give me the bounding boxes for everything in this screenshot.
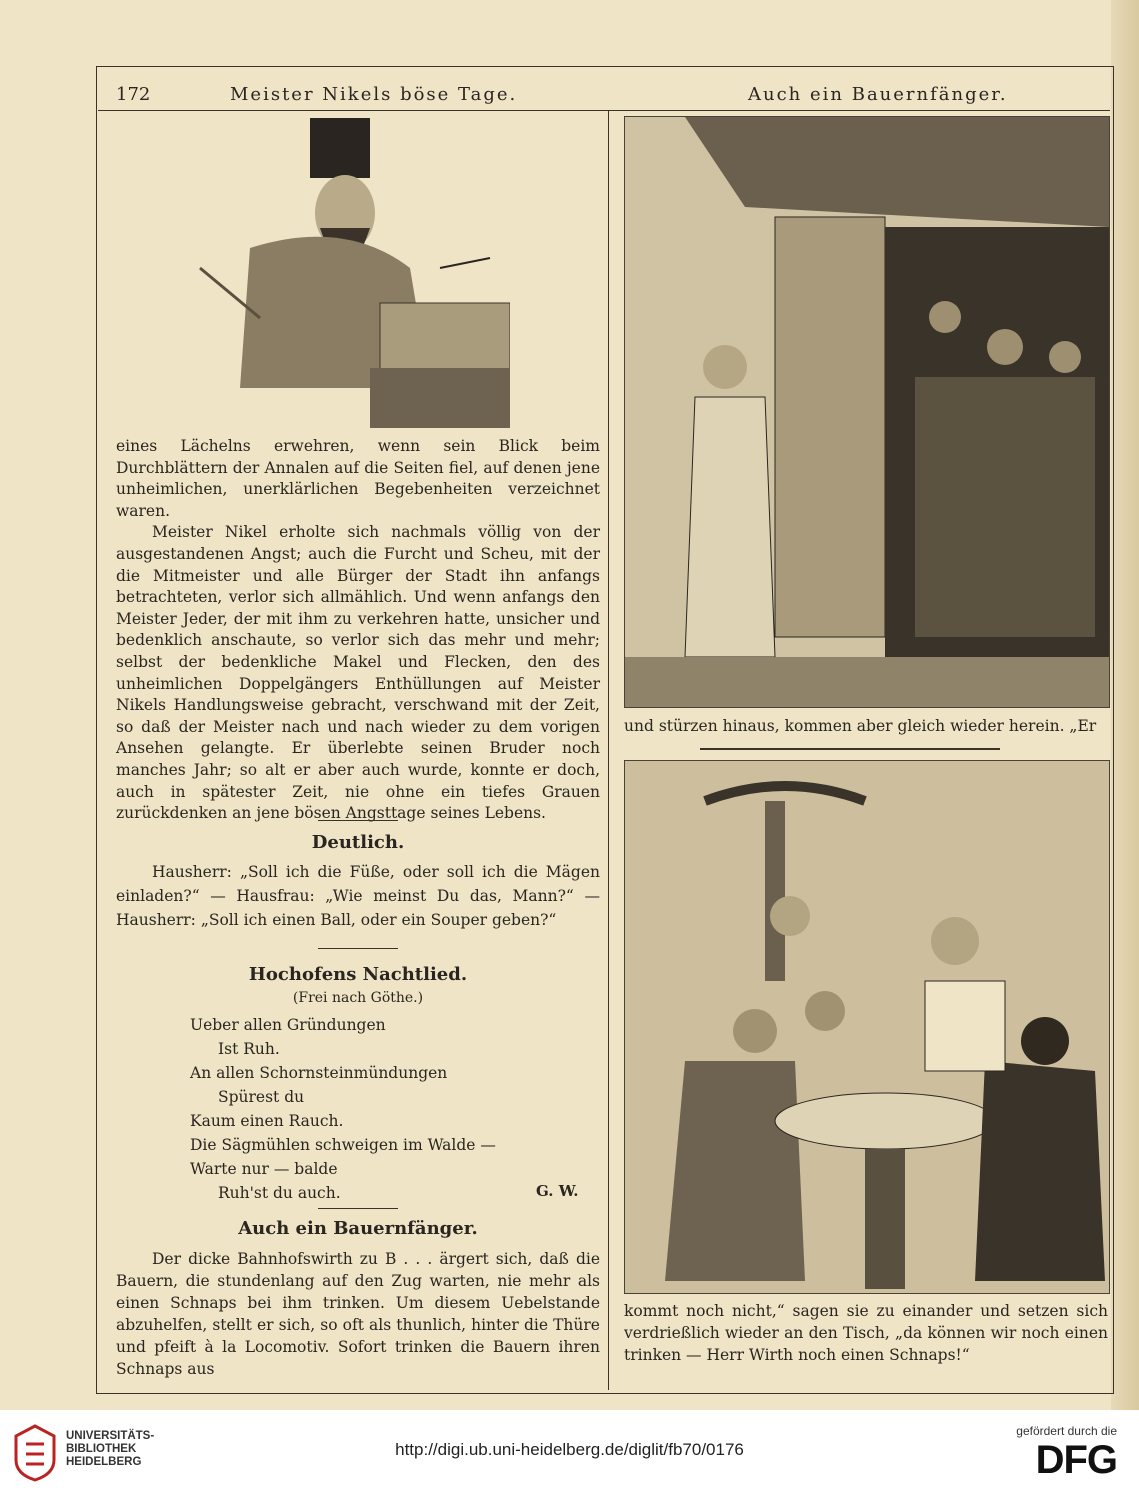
poem-line: Ist Ruh. — [218, 1040, 280, 1058]
illustration-scribe — [180, 118, 510, 434]
library-line: HEIDELBERG — [66, 1456, 142, 1468]
dfg-logo: DFG — [1035, 1438, 1117, 1482]
page-edge — [1111, 0, 1139, 1410]
poem-line: An allen Schornsteinmündungen — [190, 1064, 448, 1082]
bauernfaenger-text — [116, 1248, 600, 1380]
section-rule — [318, 1208, 398, 1209]
section-rule — [318, 820, 398, 821]
poem-line: Die Sägmühlen schweigen im Walde — — [190, 1136, 496, 1154]
heading-poem: Hochofens Nachtlied. — [248, 964, 468, 985]
paragraph: Der dicke Bahnhofswirth zu B . . . ärgert sich, daß die Bauern, die stundenlang auf den Zug warten, nie mehr als einen Schnaps bei ihm trinken. Um diesem Uebelstande abzuhelfen, stellt er sich, so oft als thunlich, hinter die Thüre und pfeift à la Locomotiv. Sofort trinken die Bauern ihren Schnaps aus — [116, 1250, 600, 1378]
poem — [190, 1013, 496, 1205]
funding-label: gefördert durch die — [1016, 1424, 1117, 1438]
caption-bottom: kommt noch nicht,“ sagen sie zu einander und setzen sich verdrießlich wieder an den Tisch, „da können wir noch einen trinken — Herr Wirth noch einen Schnaps!“ — [624, 1302, 1108, 1364]
paragraph: Hausherr: „Soll ich die Füße, oder soll ich die Mägen einladen?“ — Hausfrau: „Wie meinst Du das, Mann?“ — Hausherr: „Soll ich einen Ball, oder ein Souper geben?“ — [116, 863, 600, 929]
illustration-tavern-scene — [624, 760, 1110, 1294]
heading-bauernfaenger: Auch ein Bauernfänger. — [238, 1218, 478, 1239]
poem-signature: G. W. — [536, 1182, 579, 1200]
page-number: 172 — [116, 84, 151, 105]
tavern-scene-engraving — [625, 761, 1109, 1293]
poem-line: Ruh'st du auch. — [218, 1184, 341, 1202]
running-title-left: Meister Nikels böse Tage. — [230, 84, 518, 105]
poem-subtitle: (Frei nach Göthe.) — [292, 990, 424, 1006]
illustration-door-scene — [624, 116, 1110, 708]
library-line: UNIVERSITÄTS- — [66, 1430, 155, 1442]
poem-line: Warte nur — balde — [190, 1160, 338, 1178]
deutlich-text — [116, 860, 600, 932]
left-column-text — [116, 436, 600, 825]
library-line: BIBLIOTHEK — [66, 1443, 137, 1455]
running-title-right: Auch ein Bauernfänger. — [748, 84, 1008, 105]
header-rule — [98, 110, 1110, 111]
column-divider — [608, 110, 609, 1390]
poem-line: Ueber allen Gründungen — [190, 1016, 386, 1034]
door-scene-engraving — [625, 117, 1109, 707]
source-url-link[interactable]: http://digi.ub.uni-heidelberg.de/diglit/fb70/0176 — [395, 1440, 744, 1459]
section-rule — [318, 948, 398, 949]
caption-top: und stürzen hinaus, kommen aber gleich wieder herein. „Er — [624, 717, 1097, 735]
illustration-rule — [700, 748, 1000, 750]
poem-line: Kaum einen Rauch. — [190, 1112, 344, 1130]
poem-line: Spürest du — [218, 1088, 305, 1106]
heading-deutlich: Deutlich. — [311, 832, 405, 853]
paragraph: eines Lächelns erwehren, wenn sein Blick beim Durchblättern der Annalen auf die Seiten fiel, auf denen jene unheimlichen, unerklärlichen Begebenheiten verzeichnet waren. — [116, 437, 600, 520]
scribe-engraving — [180, 118, 510, 434]
footer-bar — [0, 1410, 1139, 1494]
paragraph: Meister Nikel erholte sich nachmals völlig von der ausgestandenen Angst; auch die Furcht und Scheu, mit der die Mitmeister und alle Bürger der Stadt ihn anfangs betrachteten, verlor sich allmählich. Und wenn anfangs den Meister Jeder, der mit ihm zu verkehren hatte, unsicher und bedenklich anschaute, so verlor sich das mehr und mehr; selbst der bedenkliche Makel und Flecken, den des unheimlichen Doppelgängers Enthüllungen auf Meister Nikels Handlungsweise gebracht, verschwand mit der Zeit, so daß der Meister nach und nach wieder zu dem vorigen Ansehen gelangte. Er überlebte seinen Bruder noch manches Jahr; so alt er aber auch wurde, konnte er doch, auch in spätester Zeit, nie ohne ein tiefes Grauen zurückdenken an jene bösen Angsttage seines Lebens. — [116, 523, 600, 823]
